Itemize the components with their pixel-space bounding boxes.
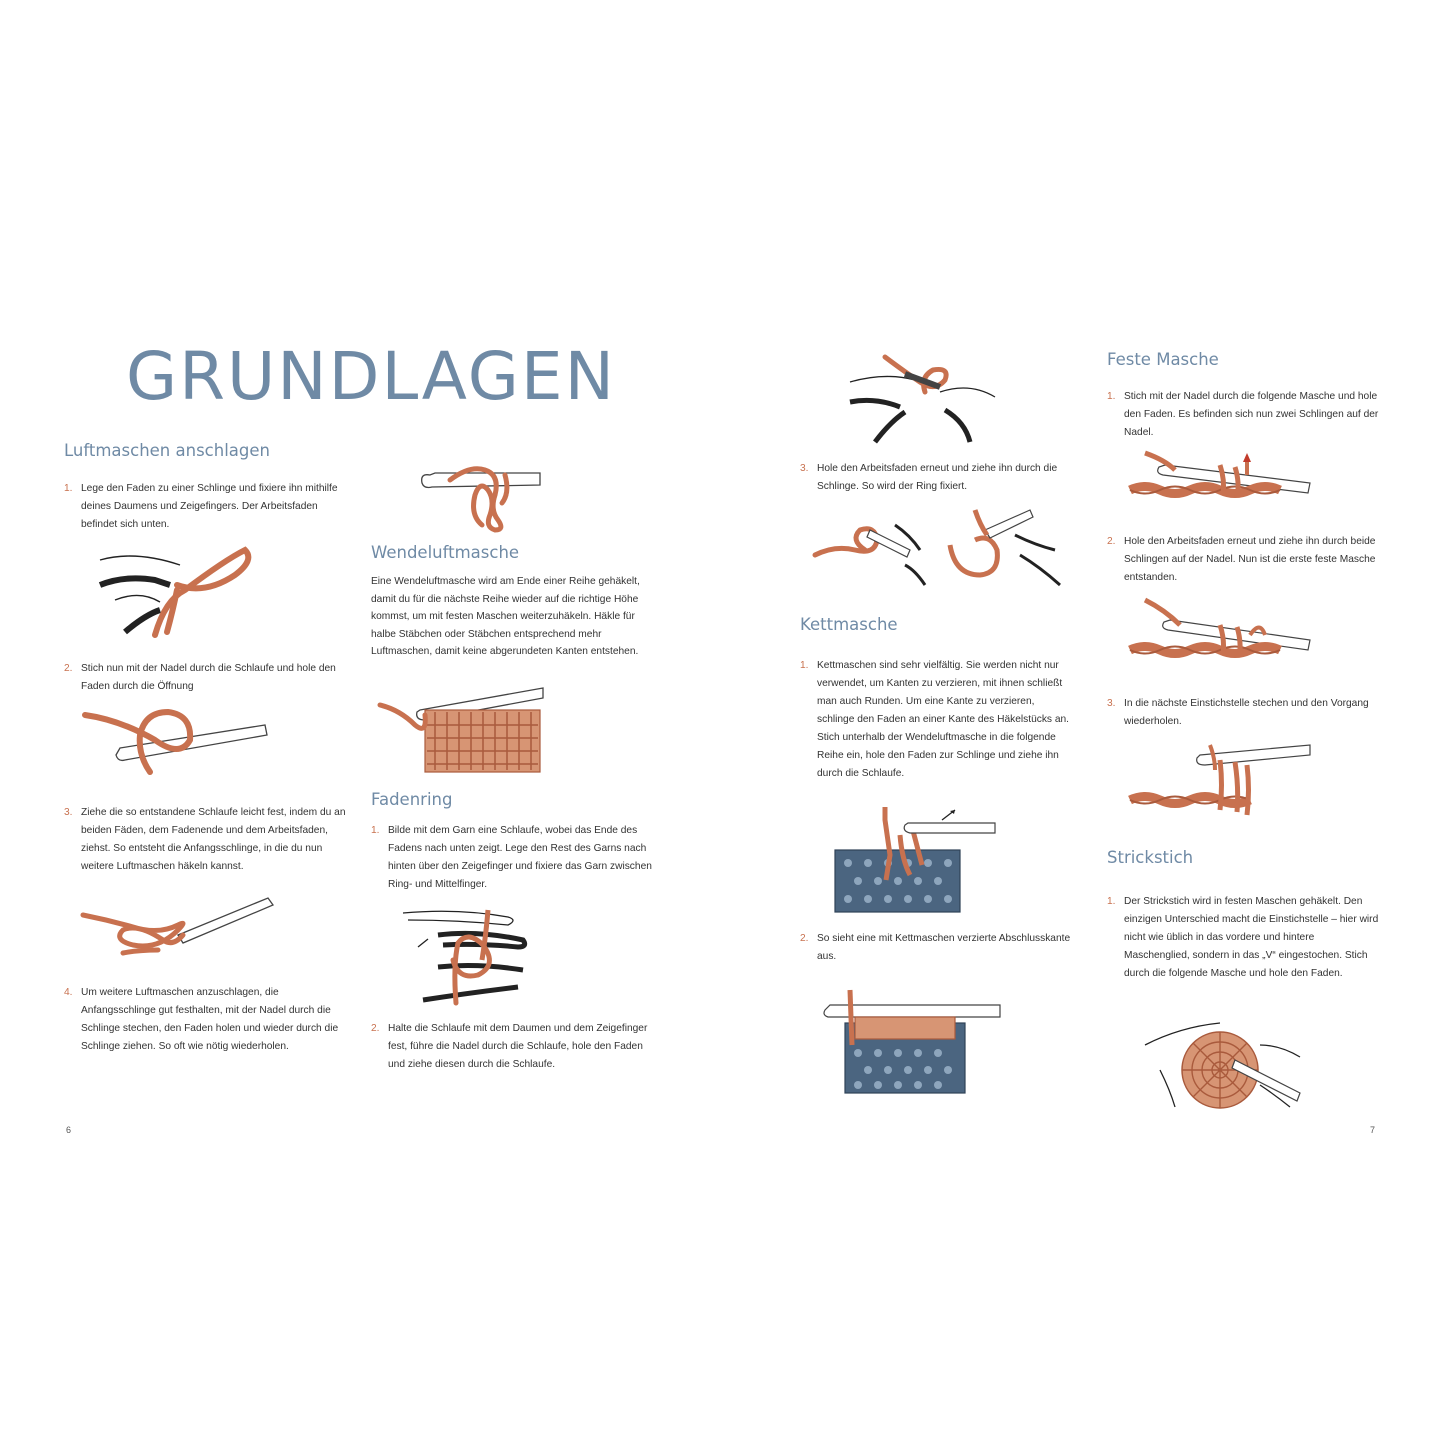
luftmaschen-step-3 (64, 804, 346, 876)
step-number: 3. (1107, 698, 1116, 709)
single-crochet-step2-illustration (1125, 595, 1315, 670)
step-text: Der Strickstich wird in festen Maschen gehäkelt. Den einzigen Unterschied macht die Einstichstelle – hier wird nicht wie üblich in das vordere und hintere Maschenglied, sondern in das „V“ eingestochen. Stich durch die folgende Masche und hole den Faden. (1124, 896, 1379, 979)
step-number: 2. (1107, 536, 1116, 547)
ring-loops-illustration (815, 505, 1065, 590)
luftmaschen-step-1 (64, 480, 346, 534)
slip-knot-illustration (78, 895, 278, 965)
hand-ring-illustration (845, 352, 1005, 447)
step-text: In die nächste Einstichstelle stechen und den Vorgang wiederholen. (1124, 698, 1369, 727)
slip-stitch-illustration (830, 805, 1000, 915)
step-text: Hole den Arbeitsfaden erneut und ziehe ihn durch die Schlinge. So wird der Ring fixiert. (817, 463, 1058, 492)
step-text: Stich mit der Nadel durch die folgende Masche und hole den Faden. Es befinden sich nun zwei Schlingen auf der Nadel. (1124, 391, 1379, 438)
step-text: Hole den Arbeitsfaden erneut und ziehe ihn durch beide Schlingen auf der Nadel. Nun ist die erste feste Masche entstanden. (1124, 536, 1376, 583)
hook-through-loop-illustration (80, 700, 270, 775)
finger-wrap-illustration (398, 905, 538, 1005)
heading-kettmasche: Kettmasche (800, 615, 898, 634)
page-title: GRUNDLAGEN (126, 338, 616, 415)
strickstich-step-1 (1107, 893, 1382, 983)
slip-stitch-edge-illustration (820, 985, 1005, 1095)
step-number: 3. (800, 463, 809, 474)
heading-luftmaschen: Luftmaschen anschlagen (64, 441, 270, 460)
step-number: 1. (371, 825, 380, 836)
step-text: Halte die Schlaufe mit dem Daumen und dem Zeigefinger fest, führe die Nadel durch die Schlaufe, hole den Faden und ziehe diesen durch die Schlaufe. (388, 1023, 648, 1070)
step-number: 1. (800, 660, 809, 671)
step-number: 4. (64, 987, 73, 998)
turning-chain-illustration (375, 680, 545, 775)
step-number: 3. (64, 807, 73, 818)
feste-masche-step-3 (1107, 695, 1382, 731)
wendeluftmasche-text: Eine Wendeluftmasche wird am Ende einer Reihe gehäkelt, damit du für die nächste Reihe wieder auf die richtige Höhe kommst, um mit festen Maschen weiterzuhäkeln. Häkle für halbe Stäbchen oder Stäbchen entsprechend mehr Luftmaschen, damit keine abgerundeten Kanten entstehen. (371, 576, 640, 657)
step-text: Kettmaschen sind sehr vielfältig. Sie werden nicht nur verwendet, um Kanten zu verzieren, mit ihnen schließt man auch Runden. Um eine Kante zu verzieren, schlinge den Faden an einer Kante des Häkelstücks an. Stich unterhalb der Wendeluftmasche in die folgende Reihe ein, hole den Faden zur Schlinge und ziehe ihn durch die Schlaufe. (817, 660, 1070, 779)
step-text: Bilde mit dem Garn eine Schlaufe, wobei das Ende des Fadens nach unten zeigt. Lege den Rest des Garns nach hinten über den Zeigefinger und fixiere das Garn zwischen Ring- und Mittelfinger. (388, 825, 652, 890)
step-text: Stich nun mit der Nadel durch die Schlaufe und hole den Faden durch die Öffnung (81, 663, 336, 692)
fadenring-step-1 (371, 822, 653, 894)
chain-on-hook-illustration (410, 455, 545, 535)
step-number: 2. (64, 663, 73, 674)
step-text: So sieht eine mit Kettmaschen verzierte Abschlusskante aus. (817, 933, 1071, 962)
feste-masche-step-1 (1107, 388, 1382, 442)
step-text: Ziehe die so entstandene Schlaufe leicht fest, indem du an beiden Fäden, dem Fadenende und dem Arbeitsfaden, ziehst. So entsteht die Anfangsschlinge, in die du nun weitere Luftmaschen häkeln kannst. (81, 807, 346, 872)
page-number-left: 6 (66, 1125, 72, 1135)
single-crochet-step3-illustration (1125, 740, 1315, 825)
luftmaschen-step-2 (64, 660, 346, 696)
heading-fadenring: Fadenring (371, 790, 453, 809)
step-number: 1. (64, 483, 73, 494)
finger-loop-illustration (95, 540, 255, 640)
step-number: 1. (1107, 391, 1116, 402)
step-number: 2. (800, 933, 809, 944)
fadenring-step-3 (800, 460, 1070, 496)
knit-stitch-illustration (1140, 1015, 1305, 1110)
feste-masche-step-2 (1107, 533, 1382, 587)
kettmasche-step-2 (800, 930, 1072, 966)
page-number-right: 7 (1370, 1125, 1376, 1135)
heading-wendeluftmasche: Wendeluftmasche (371, 543, 520, 562)
step-text: Lege den Faden zu einer Schlinge und fixiere ihn mithilfe deines Daumens und Zeigefingers. Der Arbeitsfaden befindet sich unten. (81, 483, 338, 530)
fadenring-step-2 (371, 1020, 653, 1074)
step-text: Um weitere Luftmaschen anzuschlagen, die Anfangsschlinge gut festhalten, mit der Nadel durch die Schlinge stechen, den Faden holen und wieder durch die Schlinge ziehen. So oft wie nötig wiederholen. (81, 987, 339, 1052)
single-crochet-step1-illustration (1125, 445, 1315, 510)
heading-feste-masche: Feste Masche (1107, 350, 1219, 369)
heading-strickstich: Strickstich (1107, 848, 1194, 867)
step-number: 2. (371, 1023, 380, 1034)
step-number: 1. (1107, 896, 1116, 907)
luftmaschen-step-4 (64, 984, 346, 1056)
kettmasche-step-1 (800, 657, 1072, 783)
